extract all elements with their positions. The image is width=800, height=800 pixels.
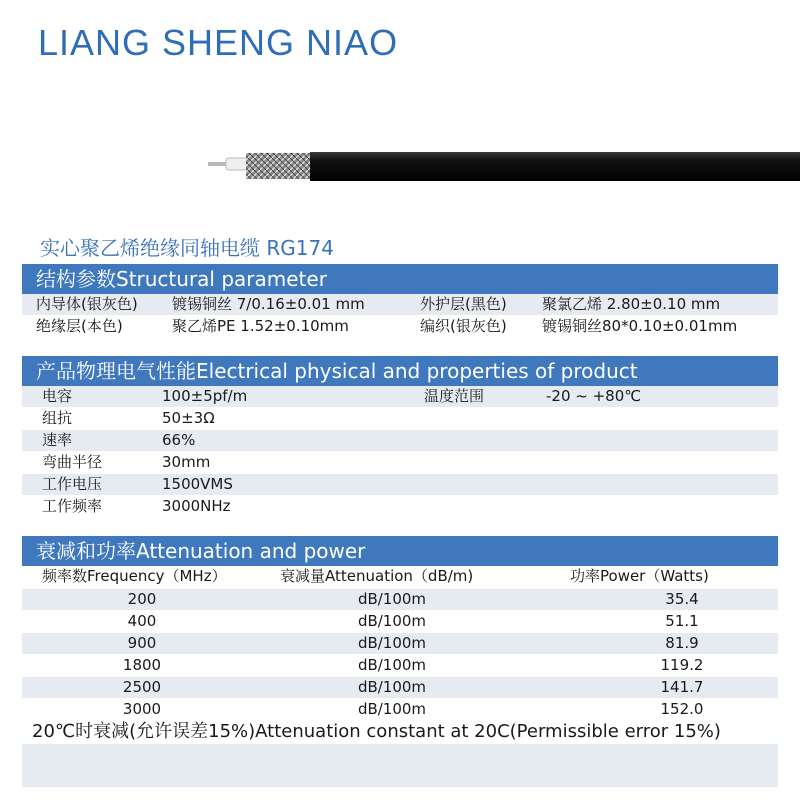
structural-section-header: 结构参数Structural parameter bbox=[22, 264, 778, 294]
power-column-header: 功率Power（Watts) bbox=[570, 567, 709, 585]
frequency-value: 400 bbox=[127, 612, 157, 630]
structural-row bbox=[22, 294, 778, 315]
electrical-value: 1500VMS bbox=[162, 475, 233, 493]
electrical-label: 温度范围 bbox=[424, 387, 485, 405]
electrical-row bbox=[22, 474, 778, 495]
power-value: 51.1 bbox=[665, 612, 699, 630]
attenuation-section-header: 衰减和功率Attenuation and power bbox=[22, 536, 778, 566]
electrical-value: 50±3Ω bbox=[162, 409, 215, 427]
attenuation-row bbox=[22, 611, 778, 632]
electrical-label: 电容 bbox=[42, 387, 73, 405]
attenuation-row bbox=[22, 633, 778, 654]
electrical-row bbox=[22, 386, 778, 407]
electrical-value: 100±5pf/m bbox=[162, 387, 248, 405]
structural-value: 聚乙烯PE 1.52±0.10mm bbox=[172, 317, 349, 335]
structural-value: 镀锡铜丝 7/0.16±0.01 mm bbox=[172, 295, 365, 313]
electrical-label: 工作频率 bbox=[42, 497, 103, 515]
electrical-row bbox=[22, 452, 778, 473]
power-value: 141.7 bbox=[660, 678, 704, 696]
electrical-row bbox=[22, 408, 778, 429]
attenuation-value: dB/100m bbox=[357, 634, 427, 652]
attenuation-column-header: 衰减量Attenuation（dB/m) bbox=[280, 567, 474, 585]
structural-label: 编织(银灰色) bbox=[420, 317, 507, 335]
attenuation-column-headers bbox=[22, 566, 778, 587]
brand-logo-text: LIANG SHENG NIAO bbox=[38, 22, 399, 63]
power-value: 119.2 bbox=[660, 656, 704, 674]
electrical-value: -20 ~ +80℃ bbox=[546, 387, 642, 405]
structural-label: 外护层(黑色) bbox=[420, 295, 507, 313]
electrical-label: 组抗 bbox=[42, 409, 73, 427]
electrical-label: 工作电压 bbox=[42, 475, 103, 493]
electrical-row bbox=[22, 430, 778, 451]
power-value: 35.4 bbox=[665, 590, 699, 608]
electrical-value: 66% bbox=[162, 431, 196, 449]
attenuation-value: dB/100m bbox=[357, 700, 427, 718]
cable-braid bbox=[246, 153, 312, 179]
electrical-row bbox=[22, 496, 778, 517]
structural-value: 镀锡铜丝80*0.10±0.01mm bbox=[542, 317, 738, 335]
coaxial-cable-image bbox=[200, 140, 800, 200]
attenuation-value: dB/100m bbox=[357, 612, 427, 630]
attenuation-row bbox=[22, 677, 778, 698]
frequency-value: 3000 bbox=[122, 700, 162, 718]
cable-conductor bbox=[208, 162, 228, 166]
frequency-value: 2500 bbox=[122, 678, 162, 696]
attenuation-row bbox=[22, 699, 778, 720]
electrical-value: 30mm bbox=[162, 453, 211, 471]
structural-value: 聚氯乙烯 2.80±0.10 mm bbox=[542, 295, 721, 313]
power-value: 152.0 bbox=[660, 700, 704, 718]
structural-row bbox=[22, 316, 778, 337]
electrical-section-header: 产品物理电气性能Electrical physical and properties of product bbox=[22, 356, 778, 386]
electrical-value: 3000NHz bbox=[162, 497, 231, 515]
attenuation-footnote bbox=[22, 720, 778, 744]
frequency-value: 200 bbox=[127, 590, 157, 608]
attenuation-value: dB/100m bbox=[357, 678, 427, 696]
electrical-label: 速率 bbox=[42, 431, 73, 449]
power-value: 81.9 bbox=[665, 634, 699, 652]
attenuation-value: dB/100m bbox=[357, 590, 427, 608]
blank-row bbox=[22, 765, 778, 787]
frequency-column-header: 频率数Frequency（MHz） bbox=[42, 567, 227, 585]
attenuation-row bbox=[22, 655, 778, 676]
frequency-value: 1800 bbox=[122, 656, 162, 674]
structural-label: 绝缘层(本色) bbox=[36, 317, 123, 335]
attenuation-value: dB/100m bbox=[357, 656, 427, 674]
blank-row bbox=[22, 744, 778, 765]
electrical-label: 弯曲半径 bbox=[42, 453, 103, 471]
attenuation-row bbox=[22, 589, 778, 610]
attenuation-footnote-text: 20℃时衰减(允许误差15%)Attenuation constant at 20C(Permissible error 15%) bbox=[32, 721, 721, 742]
frequency-value: 900 bbox=[127, 634, 157, 652]
cable-insulation bbox=[226, 158, 248, 170]
cable-jacket bbox=[310, 152, 800, 181]
product-title: 实心聚乙烯绝缘同轴电缆 RG174 bbox=[40, 236, 334, 260]
structural-label: 内导体(银灰色) bbox=[36, 295, 138, 313]
